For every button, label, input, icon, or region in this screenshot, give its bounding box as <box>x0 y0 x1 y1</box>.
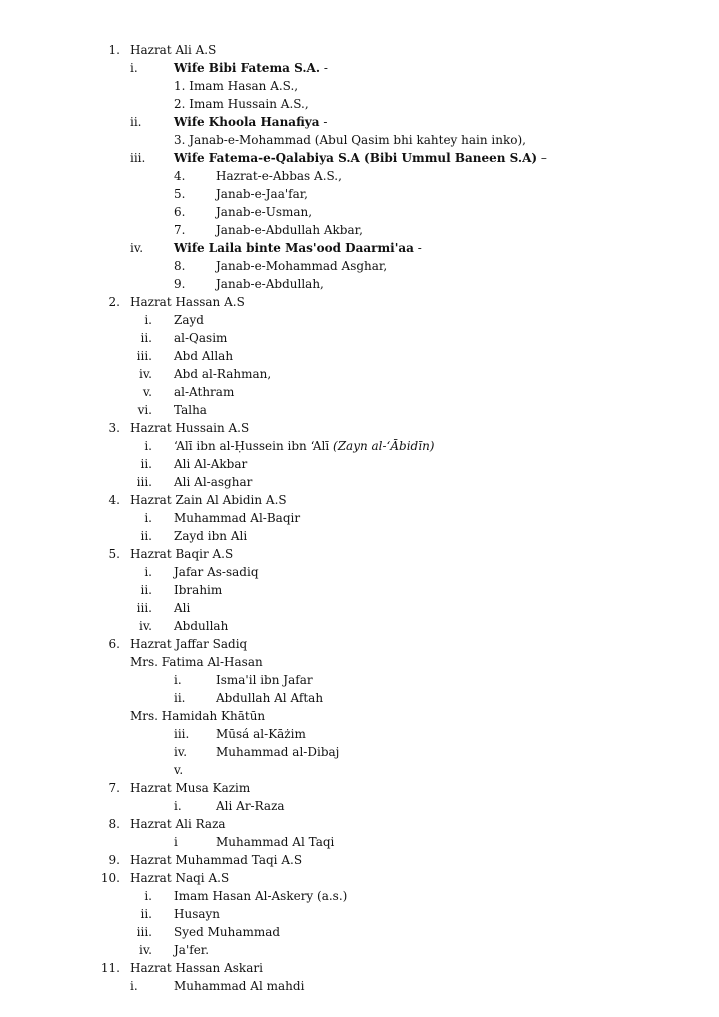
list-number: 7. <box>108 781 120 795</box>
child-entry: al-Qasim <box>174 331 228 345</box>
section-title: Hazrat Baqir A.S <box>130 547 234 561</box>
child-entry: Syed Muhammad <box>174 925 281 939</box>
list-number: iv. <box>174 745 188 759</box>
list-number: i. <box>144 511 152 525</box>
list-number: iii. <box>136 925 152 939</box>
child-entry: Zayd ibn Ali <box>174 529 248 543</box>
wife-name: Wife Laila binte Mas'ood Daarmi'aa <box>174 241 414 255</box>
child-entry: al-Athram <box>174 385 235 399</box>
child-entry: Muhammad Al Taqi <box>216 835 335 849</box>
child-entry: Ali Al-asghar <box>174 475 253 489</box>
child-entry: 3. Janab-e-Mohammad (Abul Qasim bhi kahtey hain inko), <box>174 133 526 147</box>
child-entry: Ibrahim <box>174 583 223 597</box>
section-title: Hazrat Muhammad Taqi A.S <box>130 853 303 867</box>
list-number: i. <box>174 799 182 813</box>
list-number: 1. <box>108 43 120 57</box>
child-entry: Abd Allah <box>174 349 234 363</box>
wife-suffix: - <box>413 241 422 255</box>
list-number: iv. <box>130 241 144 255</box>
list-number: v. <box>174 763 184 777</box>
child-entry: Ali Al-Akbar <box>174 457 248 471</box>
list-number: 9. <box>174 277 186 291</box>
list-number: 7. <box>174 223 186 237</box>
child-entry: Muhammad Al-Baqir <box>174 511 301 525</box>
child-entry: Muhammad Al mahdi <box>174 979 305 993</box>
child-entry: Zayd <box>174 313 204 327</box>
mother-name: Mrs. Fatima Al-Hasan <box>130 655 263 669</box>
list-number: iv. <box>138 619 152 633</box>
wife-heading <box>174 115 327 129</box>
child-entry: Muhammad al-Dibaj <box>216 745 340 759</box>
list-number: ii. <box>140 331 152 345</box>
section-title: Hazrat Ali Raza <box>130 817 226 831</box>
child-entry: Husayn <box>174 907 221 921</box>
wife-suffix: - <box>320 61 328 75</box>
list-number: ii. <box>130 115 142 129</box>
child-entry: Abdullah <box>174 619 229 633</box>
list-number: i <box>174 835 178 849</box>
child-entry: Ali Ar-Raza <box>216 799 285 813</box>
list-number: 5. <box>174 187 186 201</box>
list-number: iv. <box>138 943 152 957</box>
child-entry: Ja'fer. <box>174 943 210 957</box>
mother-name: Mrs. Hamidah Khātūn <box>130 709 266 723</box>
wife-name: Wife Bibi Fatema S.A. <box>174 61 320 75</box>
section-title: Hazrat Zain Al Abidin A.S <box>130 493 287 507</box>
child-entry: 1. Imam Hasan A.S., <box>174 79 299 93</box>
list-number: iii. <box>136 475 152 489</box>
list-number: i. <box>144 313 152 327</box>
wife-name: Wife Fatema-e-Qalabiya S.A (Bibi Ummul Baneen S.A) <box>174 151 538 165</box>
list-number: i. <box>144 889 152 903</box>
child-entry: Janab-e-Jaa'far, <box>216 187 308 201</box>
list-number: 9. <box>108 853 120 867</box>
list-number: i. <box>130 61 138 75</box>
list-number: ii. <box>140 529 152 543</box>
wife-heading <box>174 241 422 255</box>
list-number: 6. <box>174 205 186 219</box>
child-entry: Hazrat-e-Abbas A.S., <box>216 169 342 183</box>
list-number: 3. <box>108 421 120 435</box>
list-number: iii. <box>174 727 190 741</box>
list-number: i. <box>144 565 152 579</box>
list-number: 8. <box>108 817 120 831</box>
list-number: 10. <box>100 871 120 885</box>
child-entry <box>174 439 435 453</box>
list-number: iv. <box>138 367 152 381</box>
section-title: Hazrat Hussain A.S <box>130 421 250 435</box>
child-entry: Imam Hasan Al-Askery (a.s.) <box>174 889 348 903</box>
wife-heading <box>174 61 328 75</box>
child-entry: Janab-e-Mohammad Asghar, <box>216 259 388 273</box>
child-entry: Ali <box>174 601 191 615</box>
child-entry: Janab-e-Usman, <box>216 205 313 219</box>
child-entry: Mūsá al-Kāżim <box>216 727 306 741</box>
list-number: 11. <box>100 961 120 975</box>
section-title: Hazrat Hassan A.S <box>130 295 245 309</box>
child-entry: Talha <box>174 403 207 417</box>
wife-name: Wife Khoola Hanafiya <box>174 115 320 129</box>
child-entry: Abd al-Rahman, <box>174 367 272 381</box>
list-number: 4. <box>108 493 120 507</box>
list-number: iii. <box>136 349 152 363</box>
child-entry: Isma'il ibn Jafar <box>216 673 313 687</box>
section-title: Hazrat Musa Kazim <box>130 781 251 795</box>
child-entry: 2. Imam Hussain A.S., <box>174 97 309 111</box>
list-number: 8. <box>174 259 186 273</box>
list-number: i. <box>144 439 152 453</box>
list-number: 5. <box>108 547 120 561</box>
child-title-italic: (Zayn al-‘Ābidīn) <box>333 439 435 453</box>
child-entry: Jafar As-sadiq <box>174 565 259 579</box>
list-number: 4. <box>174 169 186 183</box>
section-title: Hazrat Jaffar Sadiq <box>130 637 248 651</box>
section-title: Hazrat Hassan Askari <box>130 961 263 975</box>
list-number: vi. <box>137 403 152 417</box>
child-entry: Janab-e-Abdullah Akbar, <box>216 223 363 237</box>
wife-suffix: - <box>319 115 328 129</box>
child-entry: Janab-e-Abdullah, <box>216 277 324 291</box>
wife-suffix: – <box>537 151 547 165</box>
section-title: Hazrat Naqi A.S <box>130 871 230 885</box>
list-number: i. <box>174 673 182 687</box>
list-number: ii. <box>140 457 152 471</box>
list-number: iii. <box>130 151 146 165</box>
list-number: ii. <box>174 691 186 705</box>
child-entry: Abdullah Al Aftah <box>216 691 324 705</box>
child-name: ‘Alī ibn al-Ḥussein ibn ‘Alī <box>174 439 334 453</box>
list-number: iii. <box>136 601 152 615</box>
list-number: 2. <box>108 295 120 309</box>
wife-heading <box>174 151 547 165</box>
list-number: i. <box>130 979 138 993</box>
list-number: 6. <box>108 637 120 651</box>
section-title: Hazrat Ali A.S <box>130 43 217 57</box>
list-number: v. <box>142 385 152 399</box>
list-number: ii. <box>140 583 152 597</box>
list-number: ii. <box>140 907 152 921</box>
